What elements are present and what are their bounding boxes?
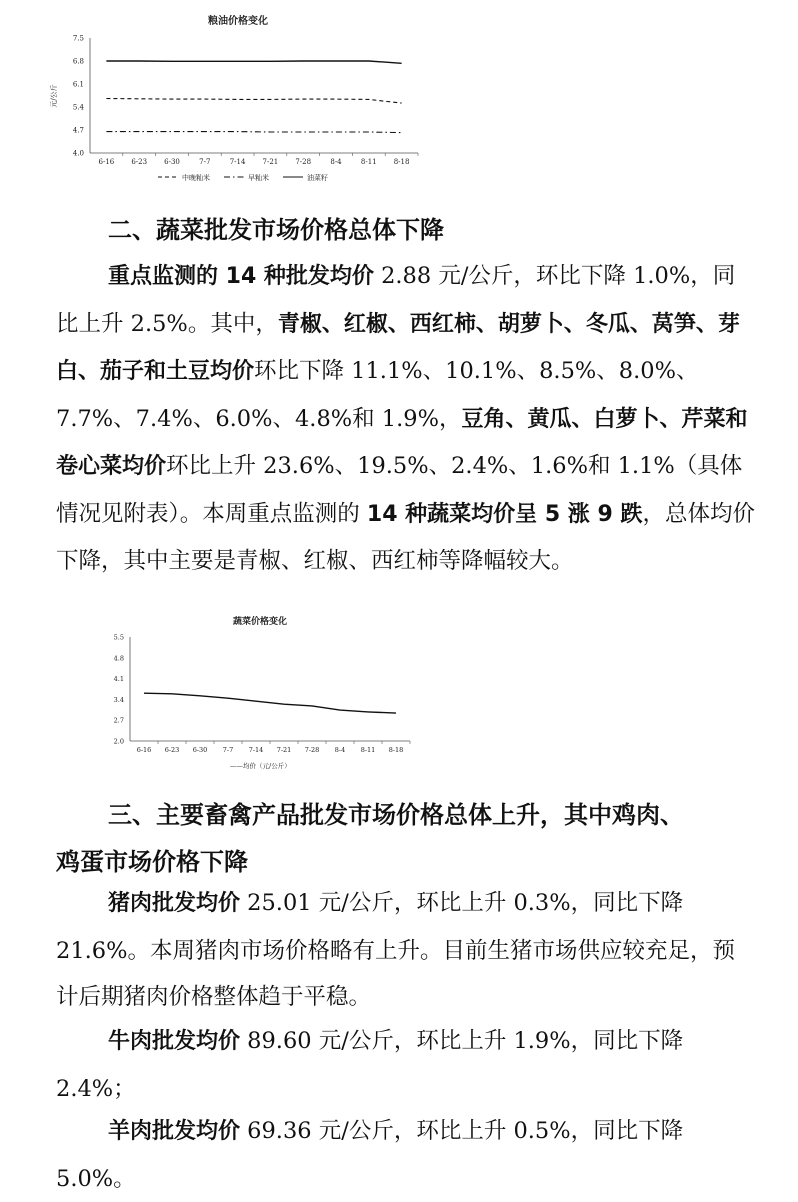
c2-xtick-label: 8-4 xyxy=(334,746,346,754)
c2-xtick-label: 7-21 xyxy=(276,746,292,754)
c2-ytick-label: 5.5 xyxy=(113,633,124,642)
c1-series-line xyxy=(106,61,401,63)
c1-series-line xyxy=(106,99,401,104)
bold-run: 豆角、黄瓜、白萝卜、芹菜和卷心菜均价 xyxy=(56,406,748,479)
bold-run: 青椒、红椒、西红柿、胡萝卜、冬瓜、莴笋、芽白、茄子和土豆均价 xyxy=(56,311,740,384)
c1-ytick-label: 5.4 xyxy=(72,103,84,112)
section-heading-vegetables: 二、蔬菜批发市场价格总体下降 xyxy=(108,216,444,244)
c1-xtick-label: 6-30 xyxy=(164,158,180,166)
c1-xtick-label: 8-11 xyxy=(360,158,377,166)
grain-oil-price-chart xyxy=(40,0,440,190)
heading3-line1: 三、主要畜禽产品批发市场价格总体上升，其中鸡肉、 xyxy=(108,801,684,829)
c1-ytick-label: 4.0 xyxy=(72,149,84,158)
chart2-title: 蔬菜价格变化 xyxy=(232,617,288,627)
section-heading-livestock xyxy=(56,792,758,886)
chart1-ylabel: 元/公斤 xyxy=(50,84,58,108)
c1-xtick-label: 7-21 xyxy=(262,158,279,166)
heading3-line2: 鸡蛋市场价格下降 xyxy=(56,848,248,876)
c1-xtick-label: 7-7 xyxy=(199,158,211,166)
vegetable-price-chart xyxy=(100,606,430,776)
c1-xtick-label: 8-18 xyxy=(393,158,410,166)
mutton-paragraph xyxy=(56,1108,756,1202)
c1-series-line xyxy=(106,132,401,133)
c1-xtick-label: 6-23 xyxy=(131,158,148,166)
bold-run: 牛肉批发均价 xyxy=(108,1029,241,1054)
text-run: 2.88 元/公斤，环比下降 1.0%，同比上升 2.5%。其中， xyxy=(56,263,736,337)
c2-series-line xyxy=(144,693,396,713)
c1-legend-label: 油菜籽 xyxy=(307,174,328,182)
bold-run: 14 种蔬菜均价呈 5 涨 9 跌 xyxy=(366,501,643,527)
c2-xtick-label: 6-30 xyxy=(192,746,208,754)
c1-xtick-label: 6-16 xyxy=(98,158,115,166)
c2-ytick-label: 4.8 xyxy=(113,654,124,663)
bold-run: 羊肉批发均价 xyxy=(108,1119,241,1144)
c2-ytick-label: 2.0 xyxy=(113,737,124,746)
c2-xtick-label: 7-14 xyxy=(248,746,264,754)
c2-xtick-label: 6-23 xyxy=(164,746,180,754)
c1-ytick-label: 6.1 xyxy=(72,80,84,89)
c2-xtick-label: 7-7 xyxy=(222,746,234,754)
text-run: 25.01 元/公斤，环比上升 0.3%，同比下降 21.6%。本周猪肉市场价格略有上升。目前生猪市场供应较充足，预计后期猪肉价格整体趋于平稳。 xyxy=(56,890,735,1010)
text-run: ，总体均价下降，其中主要是青椒、红椒、西红柿等降幅较大。 xyxy=(56,500,755,574)
text-run: 89.60 元/公斤，环比上升 1.9%，同比下降 2.4%； xyxy=(56,1028,684,1102)
c1-legend-label: 中晚籼米 xyxy=(182,174,210,182)
c1-ytick-label: 6.8 xyxy=(72,57,84,66)
c2-xtick-label: 8-11 xyxy=(360,746,376,754)
c2-ytick-label: 4.1 xyxy=(113,675,124,684)
vegetable-paragraph xyxy=(56,253,756,585)
c2-xtick-label: 6-16 xyxy=(136,746,152,754)
c1-xtick-label: 7-28 xyxy=(295,158,312,166)
c2-xtick-label: 8-18 xyxy=(388,746,404,754)
c1-xtick-label: 7-14 xyxy=(229,158,246,166)
chart1-title: 粮油价格变化 xyxy=(208,16,268,27)
pork-paragraph xyxy=(56,880,756,1021)
text-run: 69.36 元/公斤，环比上升 0.5%，同比下降 5.0%。 xyxy=(56,1118,684,1192)
c2-xtick-label: 7-28 xyxy=(304,746,320,754)
c1-ytick-label: 4.7 xyxy=(72,126,84,135)
text-run: 环比下降 11.1%、10.1%、8.5%、8.0%、7.7%、7.4%、6.0%、4.8%和 1.9%， xyxy=(56,358,699,432)
c1-legend-label: 早籼米 xyxy=(248,174,269,182)
c2-legend-label: ——均价（元/公斤） xyxy=(230,762,291,770)
c1-ytick-label: 7.5 xyxy=(72,34,84,43)
c1-xtick-label: 8-4 xyxy=(330,158,342,166)
beef-paragraph xyxy=(56,1018,756,1112)
c2-ytick-label: 2.7 xyxy=(113,716,124,725)
c2-ytick-label: 3.4 xyxy=(113,695,124,704)
bold-run: 重点监测的 14 种批发均价 xyxy=(108,264,374,289)
text-run: 环比上升 23.6%、19.5%、2.4%、1.6%和 1.1%（具体情况见附表）。本周重点监测的 xyxy=(56,453,743,527)
bold-run: 猪肉批发均价 xyxy=(108,891,241,916)
